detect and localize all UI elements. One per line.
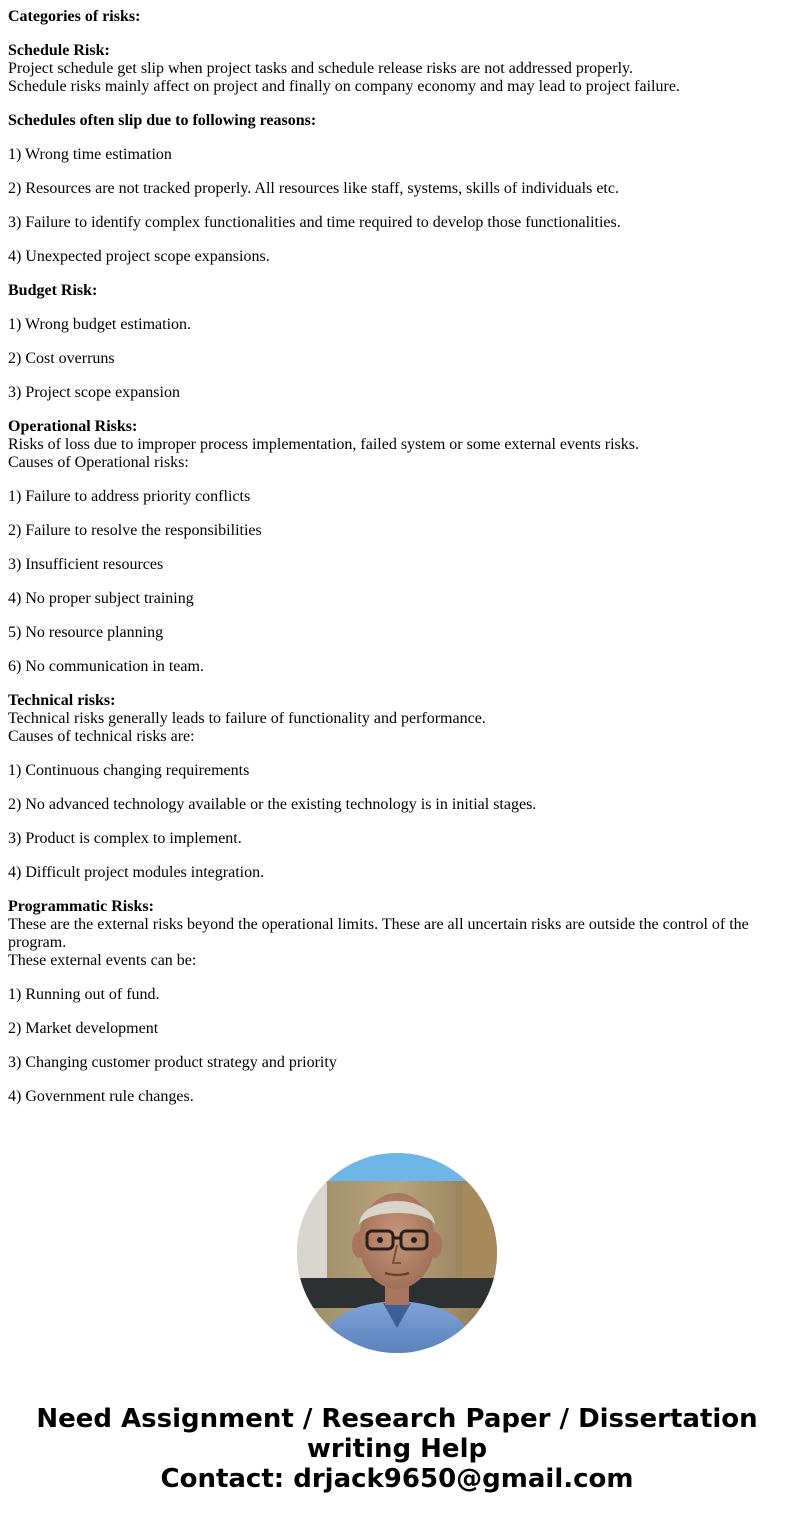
technical-risk-heading: Technical risks: <box>8 692 116 709</box>
list-item: 1) Continuous changing requirements <box>8 762 250 779</box>
list-item: 3) Product is complex to implement. <box>8 830 242 847</box>
list-item: 3) Project scope expansion <box>8 384 180 401</box>
list-item: 4) Difficult project modules integration. <box>8 864 265 881</box>
promo-contact: Contact: drjack9650@gmail.com <box>160 1464 634 1494</box>
list-item: 1) Failure to address priority conflicts <box>8 488 251 505</box>
technical-risk-line2: Causes of technical risks are: <box>8 728 195 745</box>
schedule-risk-line2: Schedule risks mainly affect on project and finally on company economy and may lead to project failure. <box>8 78 680 95</box>
technical-risk-section <box>8 692 768 746</box>
list-item: 3) Changing customer product strategy and priority <box>8 1054 337 1071</box>
programmatic-risk-line2: These external events can be: <box>8 952 197 969</box>
list-item: 1) Wrong time estimation <box>8 146 172 163</box>
programmatic-risk-section <box>8 898 768 970</box>
list-item: 3) Insufficient resources <box>8 556 164 573</box>
list-item: 1) Wrong budget estimation. <box>8 316 192 333</box>
promo-line-1: Need Assignment / Research Paper / Dissertation <box>36 1404 758 1434</box>
page-title: Categories of risks: <box>8 8 141 25</box>
list-item: 2) Resources are not tracked properly. All resources like staff, systems, skills of individuals etc. <box>8 180 619 197</box>
list-item: 2) Cost overruns <box>8 350 115 367</box>
list-item: 1) Running out of fund. <box>8 986 160 1003</box>
schedule-risk-heading: Schedule Risk: <box>8 42 110 59</box>
list-item: 6) No communication in team. <box>8 658 204 675</box>
author-photo-icon <box>297 1153 497 1353</box>
technical-risk-line1: Technical risks generally leads to failure of functionality and performance. <box>8 710 486 727</box>
operational-risk-line2: Causes of Operational risks: <box>8 454 189 471</box>
schedule-risk-section <box>8 42 768 96</box>
schedule-risk-line1: Project schedule get slip when project tasks and schedule release risks are not addressed properly. <box>8 60 633 77</box>
author-avatar <box>297 1153 497 1353</box>
list-item: 4) Unexpected project scope expansions. <box>8 248 270 265</box>
list-item: 4) No proper subject training <box>8 590 194 607</box>
budget-risk-heading: Budget Risk: <box>8 282 98 299</box>
operational-risk-heading: Operational Risks: <box>8 418 138 435</box>
operational-risk-section <box>8 418 768 472</box>
list-item: 3) Failure to identify complex functionalities and time required to develop those functionalities. <box>8 214 621 231</box>
operational-risk-line1: Risks of loss due to improper process implementation, failed system or some external events risks. <box>8 436 639 453</box>
programmatic-risk-heading: Programmatic Risks: <box>8 898 154 915</box>
article-body <box>8 8 768 1122</box>
list-item: 2) Failure to resolve the responsibilities <box>8 522 262 539</box>
schedule-reasons-heading: Schedules often slip due to following reasons: <box>8 112 317 129</box>
list-item: 4) Government rule changes. <box>8 1088 194 1105</box>
list-item: 2) Market development <box>8 1020 159 1037</box>
list-item: 2) No advanced technology available or the existing technology is in initial stages. <box>8 796 537 813</box>
promo-banner <box>0 1404 794 1494</box>
programmatic-risk-line1: These are the external risks beyond the operational limits. These are all uncertain risks are outside the control of the program. <box>8 916 749 951</box>
list-item: 5) No resource planning <box>8 624 164 641</box>
promo-line-2: writing Help <box>306 1434 488 1464</box>
